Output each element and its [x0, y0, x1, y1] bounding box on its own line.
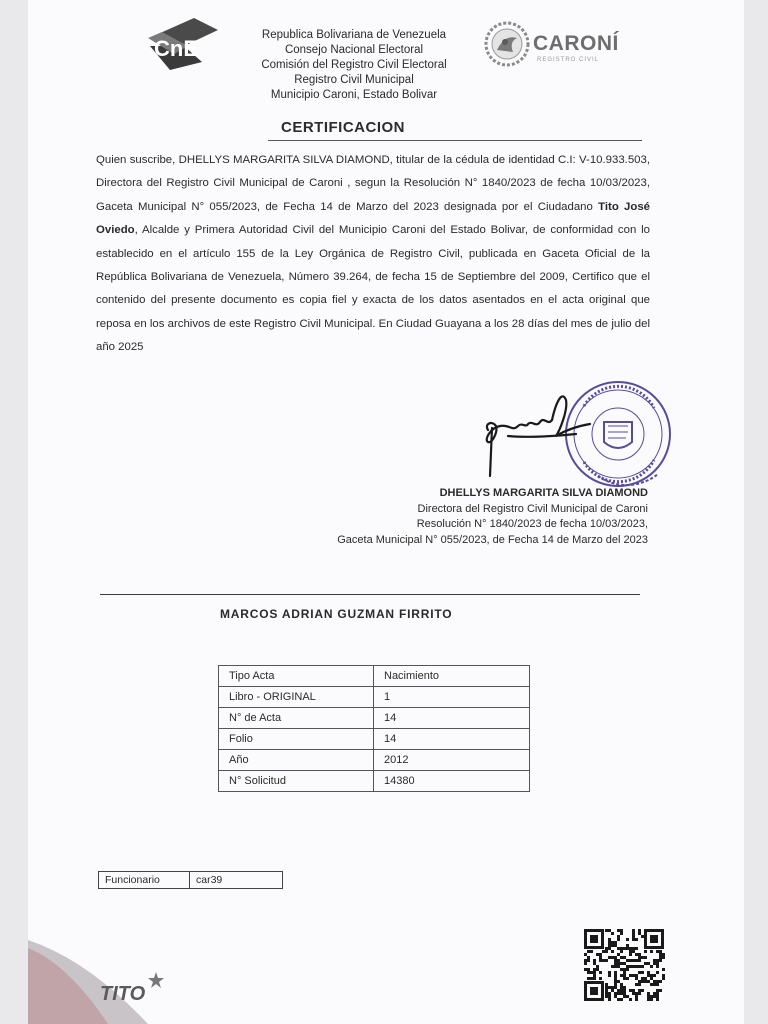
caroni-logo: [483, 16, 623, 72]
caroni-logo-text: CARONÍ: [533, 32, 619, 55]
body-text-part1: Quien suscribe, DHELLYS MARGARITA SILVA DIAMOND, titular de la cédula de identidad C.I: V-10.933.503, Directora del Registro Civil Municipal de Caroni , segun la Resolución N° 1840/2023 de fecha 10/03/2023, Gaceta Municipal N° 055/2023, de Fecha 14 de Marzo del 2023 designada por el Ciudadano: [96, 154, 650, 213]
table-value: 14: [374, 729, 530, 750]
document-page: [28, 0, 744, 1024]
official-stamp-icon: [566, 382, 670, 486]
header-text: [226, 28, 482, 103]
table-row: [219, 708, 530, 729]
header-line: Comisión del Registro Civil Electoral: [261, 59, 447, 71]
table-row: [219, 771, 530, 792]
caroni-logo-subtext: REGISTRO CIVIL: [537, 57, 600, 63]
funcionario-value: car39: [190, 872, 283, 889]
qr-code-icon: [583, 928, 665, 1002]
table-value: 14380: [374, 771, 530, 792]
certification-body: [96, 149, 650, 360]
table-key: N° Solicitud: [219, 771, 374, 792]
header-line: Registro Civil Municipal: [294, 74, 414, 86]
section-divider: [100, 594, 640, 595]
alcalde-name: Tito José Oviedo: [96, 200, 651, 237]
table-value: 14: [374, 708, 530, 729]
record-table: [218, 665, 530, 792]
signer-gazette: Gaceta Municipal N° 055/2023, de Fecha 14 de Marzo del 2023: [337, 533, 648, 546]
document-title: CERTIFICACION: [281, 119, 405, 136]
funcionario-box: [98, 871, 283, 889]
table-row: [219, 729, 530, 750]
tito-logo-text: TITO: [100, 983, 146, 1004]
table-row: [219, 687, 530, 708]
table-key: Tipo Acta: [219, 666, 374, 687]
signature-stamp-area: [448, 366, 673, 496]
funcionario-label: Funcionario: [99, 872, 190, 889]
table-key: Folio: [219, 729, 374, 750]
table-row: [219, 666, 530, 687]
cne-logo: [140, 16, 220, 72]
header-line: Consejo Nacional Electoral: [284, 44, 424, 56]
table-key: N° de Acta: [219, 708, 374, 729]
tito-logo: [98, 970, 168, 1004]
table-value: Nacimiento: [374, 666, 530, 687]
caroni-emblem-icon: [483, 20, 531, 68]
body-text-part2: , Alcalde y Primera Autoridad Civil del Municipio Caroni del Estado Bolivar, de conformidad con lo establecido en el artículo 155 de la Ley Orgánica de Registro Civil, publicada en Gaceta Oficial de la República Bolivariana de Venezuela, Número 39.264, de fecha 15 de Septiembre del 2009, Certifico que el contenido del presente documento es copia fiel y exacta de los datos asentados en el acta original que reposa en los archivos de este Registro Civil Municipal. En Ciudad Guayana a los 28 días del mes de julio del año 2025: [96, 224, 650, 354]
signer-title: Directora del Registro Civil Municipal de Caroni: [417, 502, 648, 515]
header-line: Republica Bolivariana de Venezuela: [261, 29, 447, 41]
table-key: Año: [219, 750, 374, 771]
table-value: 2012: [374, 750, 530, 771]
table-value: 1: [374, 687, 530, 708]
signer-resolution: Resolución N° 1840/2023 de fecha 10/03/2023,: [416, 518, 648, 530]
signer-name: DHELLYS MARGARITA SILVA DIAMOND: [439, 487, 648, 499]
cne-logo-text: CnE: [154, 36, 198, 61]
title-underline: [268, 140, 642, 141]
signature-block: [228, 486, 648, 548]
person-name: MARCOS ADRIAN GUZMAN FIRRITO: [220, 607, 453, 621]
star-icon: [148, 972, 164, 988]
table-key: Libro - ORIGINAL: [219, 687, 374, 708]
header-line: Municipio Caroni, Estado Bolivar: [270, 89, 438, 101]
table-row: [219, 750, 530, 771]
